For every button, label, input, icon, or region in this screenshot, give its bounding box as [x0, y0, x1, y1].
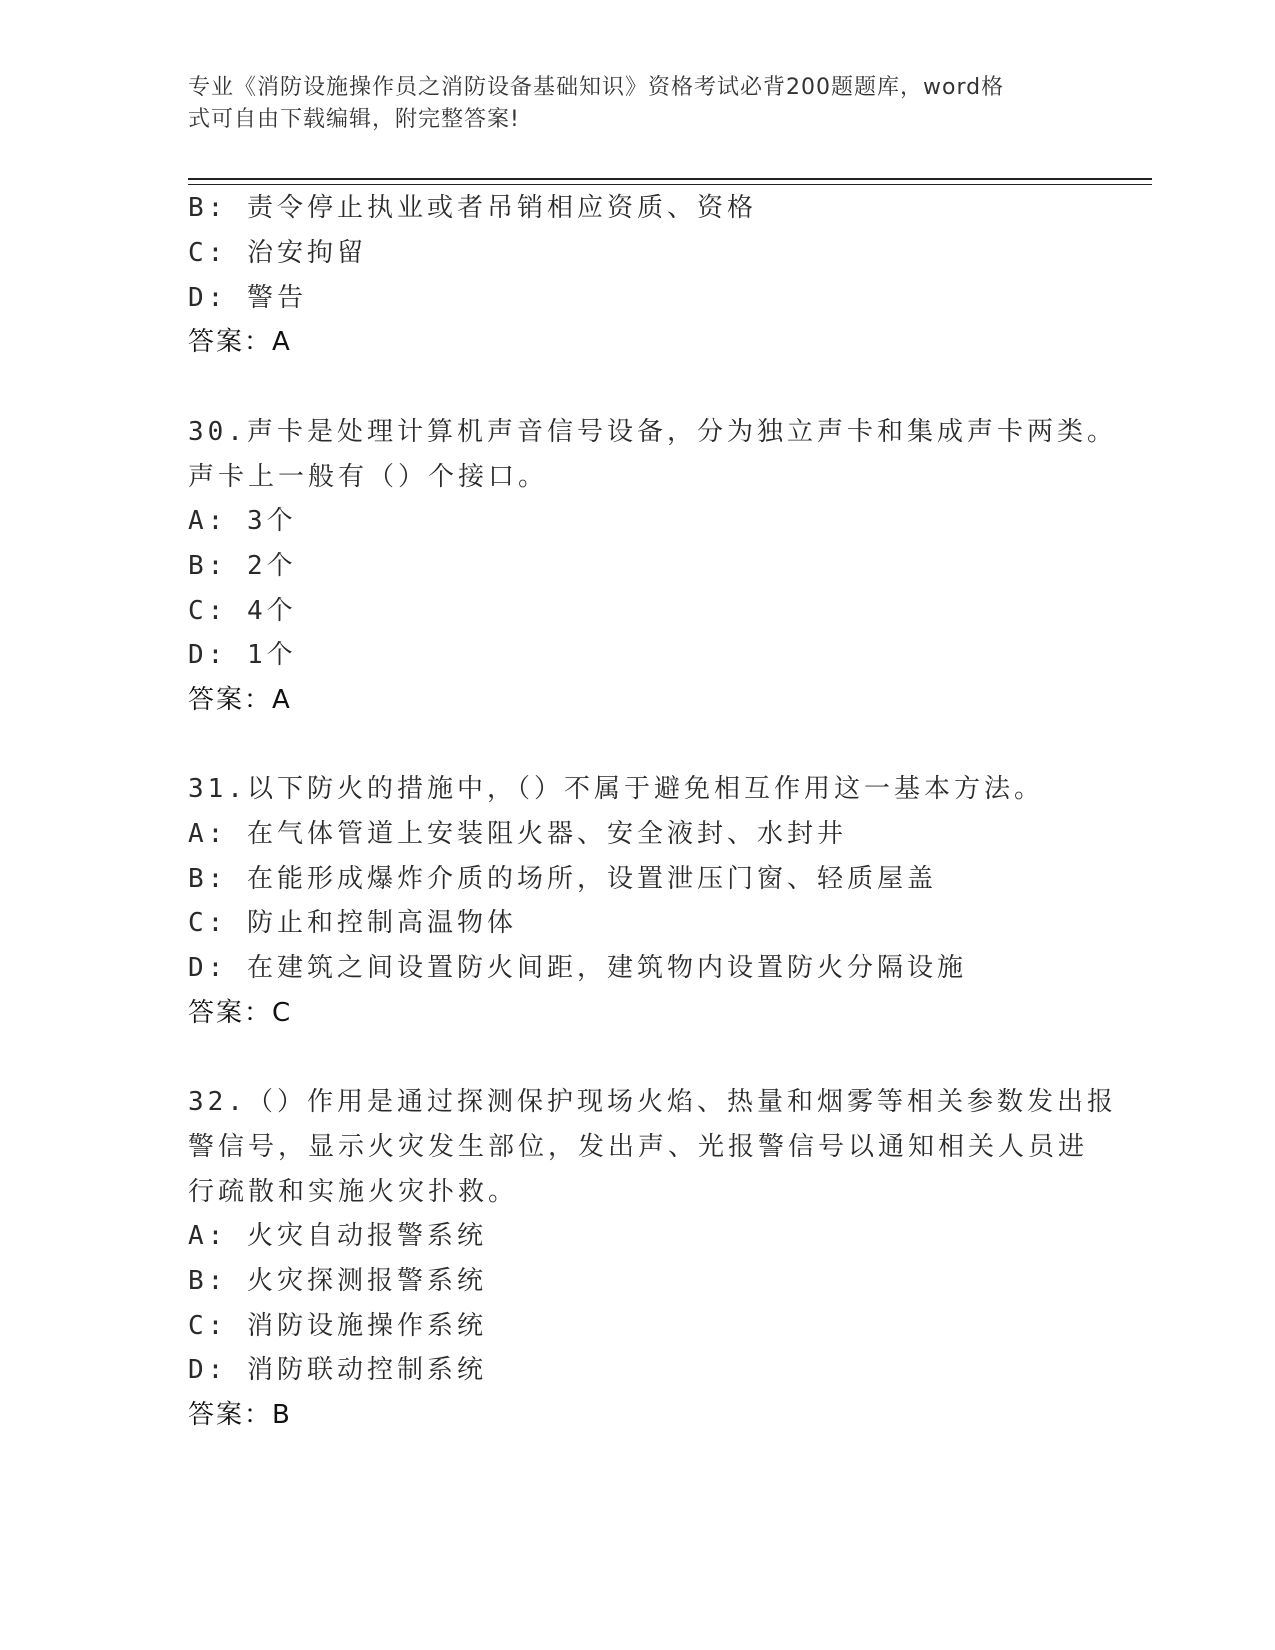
- q32-option-d: D: 消防联动控制系统: [188, 1355, 487, 1385]
- q30-option-c: C: 4个: [188, 596, 297, 626]
- q32-option-c: C: 消防设施操作系统: [188, 1311, 487, 1341]
- q32-option-b: B: 火灾探测报警系统: [188, 1266, 487, 1296]
- q32-answer: 答案：B: [188, 1400, 292, 1430]
- q30-stem-line-1: 30.声卡是处理计算机声音信号设备，分为独立声卡和集成声卡两类。: [188, 417, 1117, 447]
- q31-option-c: C: 防止和控制高温物体: [188, 908, 517, 938]
- q31-stem-line-1: 31.以下防火的措施中，（）不属于避免相互作用这一基本方法。: [188, 774, 1044, 804]
- q29-option-b: B: 责令停止执业或者吊销相应资质、资格: [188, 193, 757, 223]
- q30-option-a: A: 3个: [188, 506, 297, 536]
- header-line-1: 专业《消防设施操作员之消防设备基础知识》资格考试必背200题题库，word格: [188, 75, 1005, 100]
- q30-option-b: B: 2个: [188, 551, 297, 581]
- q31-option-d: D: 在建筑之间设置防火间距，建筑物内设置防火分隔设施: [188, 953, 967, 983]
- document-header: [188, 72, 1068, 136]
- q29-option-d: D: 警告: [188, 283, 307, 313]
- q32-stem-line-1: 32.（）作用是通过探测保护现场火焰、热量和烟雾等相关参数发出报: [188, 1087, 1117, 1117]
- header-line-2: 式可自由下载编辑，附完整答案!: [188, 107, 520, 132]
- q29-option-c: C: 治安拘留: [188, 238, 367, 268]
- header-rule-thick: [188, 178, 1152, 180]
- q32-option-a: A: 火灾自动报警系统: [188, 1221, 487, 1251]
- q31-option-a: A: 在气体管道上安装阻火器、安全液封、水封井: [188, 819, 847, 849]
- q32-stem-line-2: 警信号，显示火灾发生部位，发出声、光报警信号以通知相关人员进: [188, 1132, 1089, 1162]
- q32-stem-line-3: 行疏散和实施火灾扑救。: [188, 1177, 519, 1207]
- q30-answer: 答案：A: [188, 685, 292, 715]
- q30-stem-line-2: 声卡上一般有（）个接口。: [188, 462, 549, 492]
- header-rule-thin: [188, 184, 1152, 185]
- q31-option-b: B: 在能形成爆炸介质的场所，设置泄压门窗、轻质屋盖: [188, 864, 937, 894]
- q31-answer: 答案：C: [188, 998, 293, 1028]
- q29-answer: 答案：A: [188, 327, 292, 357]
- q30-option-d: D: 1个: [188, 640, 297, 670]
